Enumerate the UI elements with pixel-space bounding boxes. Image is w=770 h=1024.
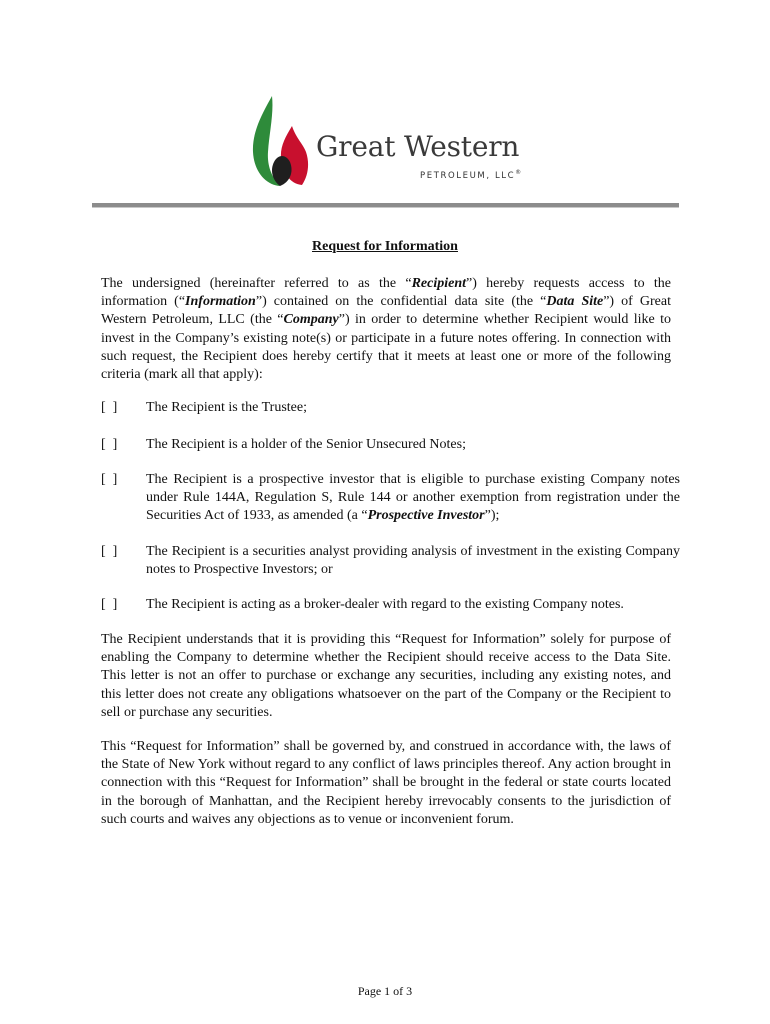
logo-brand-name: Great Western [316, 130, 520, 163]
term-information: Information [185, 294, 256, 310]
logo-brand-subtitle [420, 169, 523, 181]
criterion-text: The Recipient is acting as a broker-dealer with regard to the existing Company notes. [146, 597, 624, 612]
term-company: Company [283, 312, 339, 328]
term-prospective-investor: Prospective Investor [367, 508, 485, 524]
header-divider [92, 203, 679, 208]
criterion-checkbox[interactable]: [ ] [101, 472, 118, 487]
intro-text-4: ”) of Great Western Petroleum, LLC (the “ [101, 294, 671, 328]
flame-logo-icon [250, 92, 310, 188]
term-data-site: Data Site [546, 294, 604, 310]
page-number: Page 1 of 3 [357, 984, 413, 998]
term-recipient: Recipient [411, 276, 467, 291]
intro-paragraph [101, 275, 671, 384]
intro-text-3: ”) contained on the confidential data site (the “ [255, 294, 547, 310]
criterion-text-part-b: ”); [484, 508, 500, 524]
document-title: Request for Information [312, 239, 458, 254]
criterion-text: The Recipient is the Trustee; [146, 400, 307, 415]
criterion-checkbox[interactable]: [ ] [101, 400, 118, 415]
company-logo [250, 92, 540, 188]
criterion-text: The Recipient is a holder of the Senior Unsecured Notes; [146, 437, 466, 452]
criterion-checkbox[interactable]: [ ] [101, 544, 118, 559]
criterion-text: The Recipient is a securities analyst providing analysis of investment in the existing Company notes to Prospective Investors; or [146, 544, 680, 578]
criterion-text-part-a: The Recipient is a prospective investor that is eligible to purchase existing Company notes under Rule 144A, Regulation S, Rule 144 or another exemption from registration under the Securities Act of 1933, as amended (a “ [146, 472, 680, 524]
logo-subtitle-text: PETROLEUM, LLC [420, 170, 516, 181]
intro-text-2: ”) hereby requests access to the information (“ [101, 276, 671, 310]
logo-registered-mark: ® [515, 169, 523, 176]
criterion-text [146, 471, 680, 526]
intro-text-5: ”) in order to determine whether Recipient would like to invest in the Company’s existing note(s) or participate in a future notes offering. In connection with such request, the Recipient does hereby certify that it meets at least one or more of the following criteria (mark all that apply): [101, 312, 671, 383]
criterion-checkbox[interactable]: [ ] [101, 437, 118, 452]
governing-law-paragraph: This “Request for Information” shall be governed by, and construed in accordance with, the laws of the State of New York without regard to any conflict of laws principles thereof. Any action brought in connection with this “Request for Information” shall be brought in the federal or state courts located in the borough of Manhattan, and the Recipient hereby irrevocably consents to the jurisdiction of such courts and waives any objections as to venue or inconvenient forum. [101, 739, 671, 827]
criterion-checkbox[interactable]: [ ] [101, 597, 118, 612]
understanding-paragraph: The Recipient understands that it is providing this “Request for Information” solely for purpose of enabling the Company to determine whether the Recipient should receive access to the Data Site. This letter is not an offer to purchase or exchange any securities, including any existing notes, and this letter does not create any obligations whatsoever on the part of the Company or the Recipient to sell or purchase any securities. [101, 632, 671, 720]
intro-text-1: The undersigned (hereinafter referred to as the “ [101, 276, 412, 291]
